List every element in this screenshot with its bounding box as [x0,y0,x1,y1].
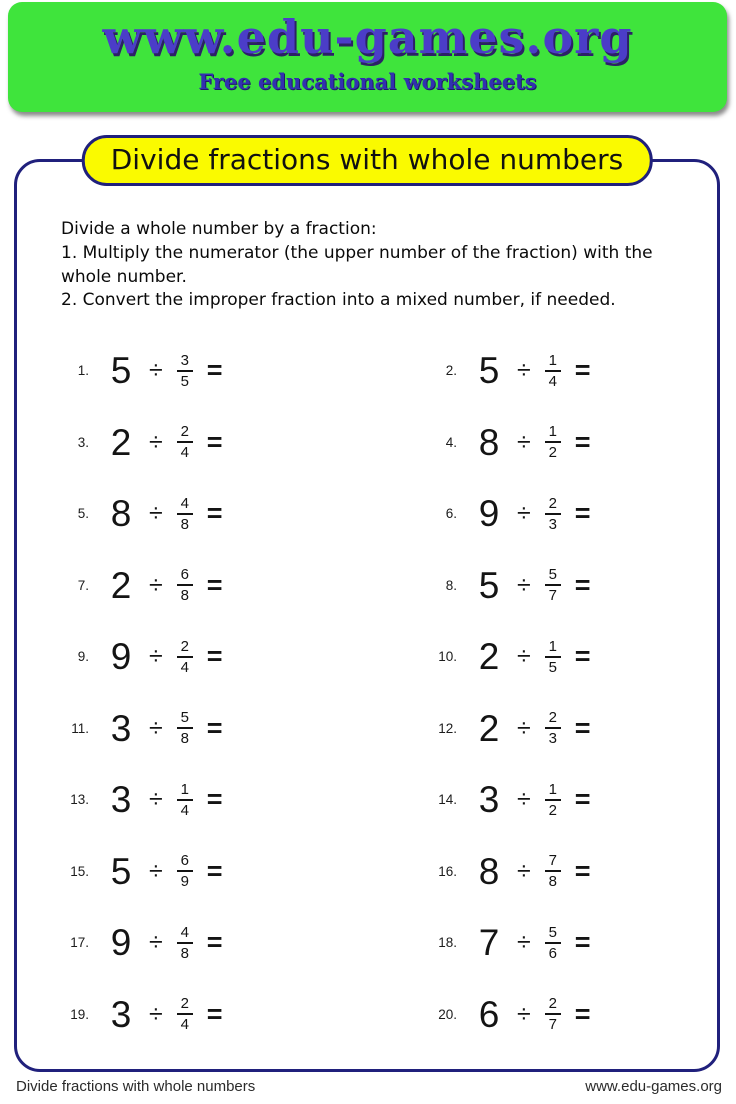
equals-sign: = [206,998,223,1029]
whole-number: 3 [478,779,500,821]
fraction-numerator: 1 [545,423,561,443]
problems-grid [59,335,709,1050]
problem-item [59,995,427,1034]
fraction [176,423,194,462]
problem-item [59,924,427,963]
problem-item [427,924,709,963]
divide-sign: ÷ [517,785,531,814]
fraction [544,852,562,891]
fraction [176,924,194,963]
problem-item [59,852,427,891]
divide-sign: ÷ [149,427,163,456]
problem-item [59,709,427,748]
instruction-line: 2. Convert the improper fraction into a mixed number, if needed. [61,290,616,311]
fraction-numerator: 1 [545,781,561,801]
problem-number: 3. [77,434,89,450]
problem-number: 15. [70,863,89,879]
worksheet-title: Divide fractions with whole numbers [82,135,653,186]
fraction-numerator: 5 [545,924,561,944]
problem-number: 6. [445,506,457,522]
equals-sign: = [574,784,591,815]
problem-number: 14. [438,792,457,808]
problem-number: 7. [77,577,89,593]
fraction [544,995,562,1034]
divide-sign: ÷ [517,570,531,599]
instruction-line: Divide a whole number by a fraction: [61,219,377,239]
problem-item [59,495,427,534]
whole-number: 2 [478,636,500,678]
fraction-numerator: 1 [177,781,193,801]
site-tagline: Free educational worksheets [198,69,537,94]
fraction [176,638,194,677]
fraction-denominator: 8 [180,515,189,533]
problem-number: 17. [70,935,89,951]
equals-sign: = [206,641,223,672]
whole-number: 2 [110,421,132,463]
fraction [544,781,562,820]
equals-sign: = [574,569,591,600]
whole-number: 9 [478,493,500,535]
fraction-numerator: 5 [177,709,193,729]
whole-number: 8 [478,850,500,892]
whole-number: 6 [478,993,500,1035]
problem-number: 12. [438,720,457,736]
problem-number: 10. [438,649,457,665]
divide-sign: ÷ [517,642,531,671]
fraction [544,423,562,462]
fraction [544,924,562,963]
fraction [544,352,562,391]
problem-item [427,709,709,748]
problem-number: 19. [70,1006,89,1022]
divide-sign: ÷ [517,427,531,456]
equals-sign: = [574,641,591,672]
fraction-denominator: 5 [548,658,557,676]
whole-number: 8 [110,493,132,535]
equals-sign: = [574,712,591,743]
problem-number: 1. [77,363,89,379]
problem-item [59,781,427,820]
problem-number: 8. [445,577,457,593]
problem-item [427,566,709,605]
whole-number: 5 [110,350,132,392]
fraction [176,566,194,605]
fraction-denominator: 3 [548,515,557,533]
divide-sign: ÷ [149,928,163,957]
divide-sign: ÷ [149,999,163,1028]
problem-number: 20. [438,1006,457,1022]
fraction [544,495,562,534]
problem-number: 13. [70,792,89,808]
problem-number: 18. [438,935,457,951]
whole-number: 8 [478,421,500,463]
equals-sign: = [574,998,591,1029]
equals-sign: = [206,784,223,815]
problem-number: 9. [77,649,89,665]
problem-item [427,852,709,891]
problem-item [427,781,709,820]
whole-number: 3 [110,707,132,749]
problem-item [427,995,709,1034]
problem-number: 16. [438,863,457,879]
fraction-numerator: 3 [177,352,193,372]
footer-title: Divide fractions with whole numbers [16,1078,256,1095]
fraction [176,852,194,891]
equals-sign: = [574,355,591,386]
fraction-numerator: 2 [177,423,193,443]
divide-sign: ÷ [149,856,163,885]
whole-number: 3 [110,779,132,821]
fraction-denominator: 8 [180,944,189,962]
whole-number: 5 [110,850,132,892]
fraction [544,638,562,677]
fraction-numerator: 5 [545,566,561,586]
fraction [176,995,194,1034]
divide-sign: ÷ [149,642,163,671]
divide-sign: ÷ [517,856,531,885]
fraction-denominator: 6 [548,944,557,962]
page-footer [16,1078,722,1095]
fraction-denominator: 7 [548,587,557,605]
fraction-denominator: 5 [180,372,189,390]
divide-sign: ÷ [517,713,531,742]
fraction-numerator: 2 [545,495,561,515]
fraction-denominator: 7 [548,1016,557,1034]
divide-sign: ÷ [149,570,163,599]
fraction-numerator: 6 [177,852,193,872]
problem-item [59,638,427,677]
divide-sign: ÷ [517,999,531,1028]
fraction-denominator: 4 [180,658,189,676]
fraction-denominator: 4 [548,372,557,390]
whole-number: 2 [110,564,132,606]
instructions [61,218,675,313]
fraction [544,566,562,605]
fraction [176,495,194,534]
fraction-numerator: 6 [177,566,193,586]
equals-sign: = [574,498,591,529]
equals-sign: = [206,498,223,529]
equals-sign: = [206,712,223,743]
fraction-numerator: 2 [545,995,561,1015]
fraction [176,352,194,391]
fraction-numerator: 2 [177,638,193,658]
fraction-denominator: 8 [180,587,189,605]
problem-number: 2. [445,363,457,379]
fraction-denominator: 9 [180,873,189,891]
problem-number: 11. [71,720,89,736]
fraction-denominator: 4 [180,1016,189,1034]
site-title: www.edu-games.org [102,10,633,64]
divide-sign: ÷ [517,928,531,957]
problem-item [427,638,709,677]
fraction-denominator: 8 [180,730,189,748]
site-banner [8,2,727,112]
fraction [176,781,194,820]
fraction-numerator: 1 [545,638,561,658]
fraction-denominator: 2 [548,801,557,819]
fraction-numerator: 4 [177,495,193,515]
whole-number: 2 [478,707,500,749]
fraction-denominator: 4 [180,801,189,819]
divide-sign: ÷ [149,499,163,528]
divide-sign: ÷ [149,785,163,814]
whole-number: 5 [478,350,500,392]
fraction-numerator: 2 [177,995,193,1015]
equals-sign: = [206,927,223,958]
divide-sign: ÷ [517,499,531,528]
footer-site: www.edu-games.org [585,1078,722,1095]
divide-sign: ÷ [517,356,531,385]
whole-number: 7 [478,922,500,964]
equals-sign: = [574,426,591,457]
problem-item [59,423,427,462]
problem-number: 4. [445,434,457,450]
whole-number: 5 [478,564,500,606]
equals-sign: = [574,855,591,886]
whole-number: 3 [110,993,132,1035]
fraction-numerator: 2 [545,709,561,729]
fraction-numerator: 7 [545,852,561,872]
problem-number: 5. [77,506,89,522]
fraction [176,709,194,748]
problem-item [427,352,709,391]
whole-number: 9 [110,922,132,964]
instruction-line: 1. Multiply the numerator (the upper number of the fraction) with the whole number. [61,242,653,287]
fraction-denominator: 3 [548,730,557,748]
equals-sign: = [206,569,223,600]
fraction-denominator: 2 [548,444,557,462]
fraction-numerator: 4 [177,924,193,944]
fraction-denominator: 8 [548,873,557,891]
problem-item [59,566,427,605]
equals-sign: = [574,927,591,958]
problem-item [59,352,427,391]
fraction-numerator: 1 [545,352,561,372]
problem-item [427,495,709,534]
fraction [544,709,562,748]
fraction-denominator: 4 [180,444,189,462]
equals-sign: = [206,426,223,457]
whole-number: 9 [110,636,132,678]
divide-sign: ÷ [149,713,163,742]
worksheet-box [14,143,720,1072]
problem-item [427,423,709,462]
equals-sign: = [206,355,223,386]
divide-sign: ÷ [149,356,163,385]
equals-sign: = [206,855,223,886]
